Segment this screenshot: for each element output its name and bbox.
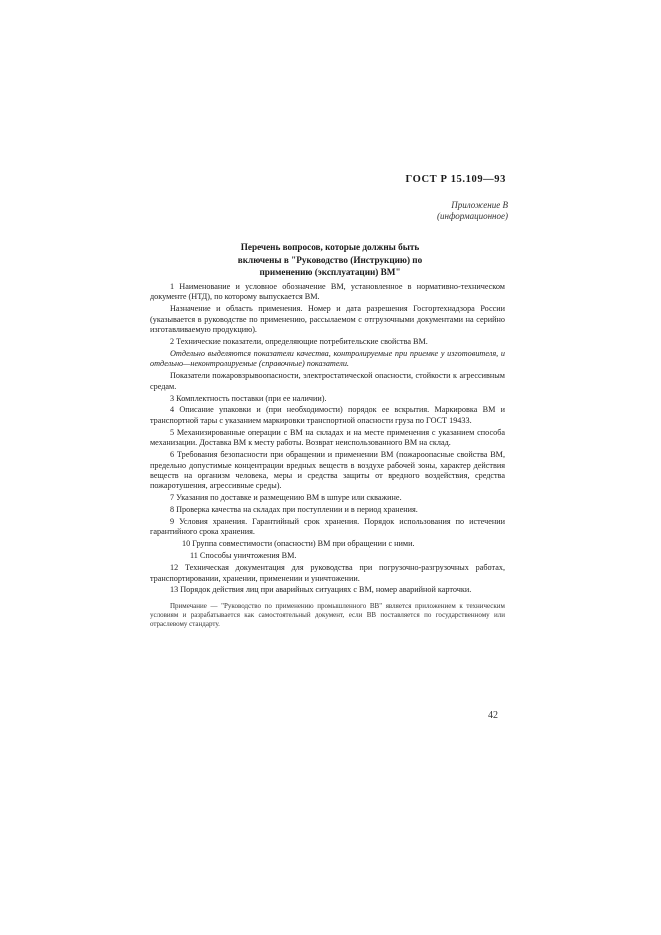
title-line-1: Перечень вопросов, которые должны быть <box>240 242 420 252</box>
paragraph-2: 2 Технические показатели, определяющие потребительские свойства ВМ. <box>170 337 428 347</box>
section-title <box>220 241 440 279</box>
paragraph-1: 1 Наименование и условное обозначение ВМ, установленное в нормативно-техническом документе (НТД), по которому выпускается ВМ. <box>150 282 505 302</box>
page-number: 42 <box>488 710 498 721</box>
gost-number: ГОСТ Р 15.109—93 <box>405 174 506 185</box>
paragraph-9: 9 Условия хранения. Гарантийный срок хранения. Порядок использования по истечении гарантийного срока хранения. <box>150 517 505 537</box>
paragraph-2-hazard: Показатели пожаровзрывоопасности, электростатической опасности, стойкости к агрессивным средам. <box>150 371 505 391</box>
paragraph-2-quality: Отдельно выделяются показатели качества, контролируемые при приемке у изготовителя, и отдельно—неконтролируемые (справочные) показатели. <box>150 348 505 369</box>
paragraph-1-purpose: Назначение и область применения. Номер и дата разрешения Госгортехнадзора России (указывается в руководстве по применению, рассылаемом с отгрузочными документами на серийно изготавливаемую продукцию). <box>150 304 505 335</box>
paragraph-11: 11 Способы уничтожения ВМ. <box>190 551 297 561</box>
appendix-label <box>437 200 508 222</box>
paragraph-12: 12 Техническая документация для руководства при погрузочно-разгрузочных работах, транспортировании, хранении, применении и уничтожении. <box>150 563 505 583</box>
paragraph-6: 6 Требования безопасности при обращении и применении ВМ (пожароопасные свойства ВМ, предельно допустимые концентрации вредных веществ в воздухе рабочей зоны, характер действия веществ на организм человека, меры и средства защиты от вредного воздействия, средства пожаротушения, агрессивные среды). <box>150 450 505 491</box>
paragraph-3: 3 Комплектность поставки (при ее наличии). <box>170 393 327 403</box>
note: Примечание — "Руководство по применению промышленного ВВ" является приложением к техническим условиям и разрабатывается как самостоятельный документ, если ВВ поставляется по государственному или отраслевому стандарту. <box>150 601 505 628</box>
appendix-title: Приложение В <box>451 200 508 210</box>
paragraph-8: 8 Проверка качества на складах при поступлении и в период хранения. <box>170 505 418 515</box>
appendix-type: (информационное) <box>437 211 508 221</box>
title-line-3: применению (эксплуатации) ВМ" <box>259 267 401 277</box>
title-line-2: включены в "Руководство (Инструкцию) по <box>237 254 423 265</box>
body-text <box>150 282 505 636</box>
paragraph-13: 13 Порядок действия лиц при аварийных ситуациях с ВМ, номер аварийной карточки. <box>170 585 472 595</box>
paragraph-10: 10 Группа совместимости (опасности) ВМ при обращении с ними. <box>182 539 415 549</box>
paragraph-7: 7 Указания по доставке и размещению ВМ в шпуре или скважине. <box>170 493 402 503</box>
paragraph-4: 4 Описание упаковки и (при необходимости) порядок ее вскрытия. Маркировка ВМ и транспортной тары с указанием маркировки транспортной опасности груза по ГОСТ 19433. <box>150 405 505 425</box>
paragraph-5: 5 Механизированные операции с ВМ на складах и на месте применения с указанием способа механизации. Доставка ВМ к месту работы. Возврат неиспользованного ВМ на склад. <box>150 427 505 448</box>
